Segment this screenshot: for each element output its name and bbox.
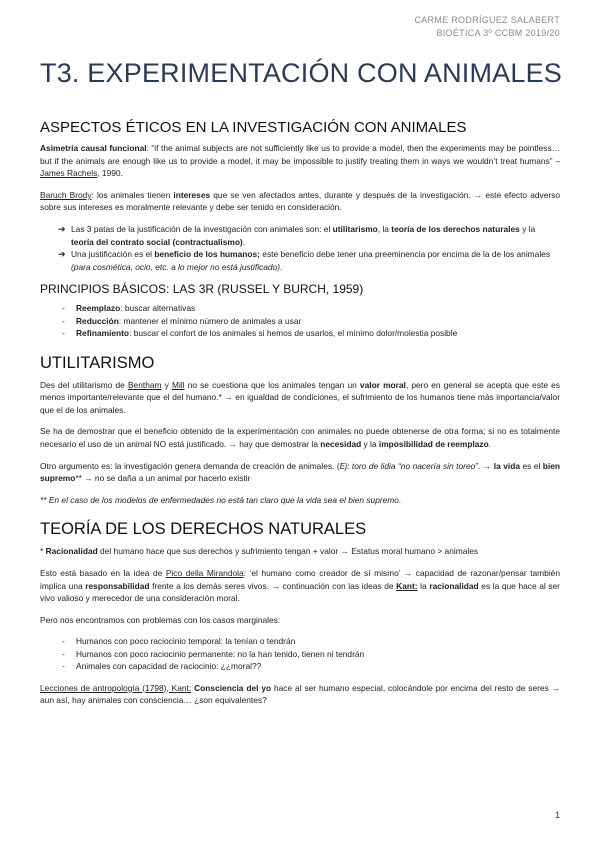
header-course: BIOÉTICA 3º CCBM 2019/20 (436, 28, 560, 38)
paragraph-pico-kant: Esto está basado en la idea de Pico della Mirandola: ‘el humano como creador de sí mismo’ → capacidad de razonar/pensar también implica una responsabilidad frente a los demás seres vivos. → continuación con las ideas de Kant: la racionalidad es la que hace al ser vivo valioso y merecedor de una consideración moral. (40, 567, 560, 604)
page-number: 1 (554, 810, 560, 820)
list-item: ➔ Las 3 patas de la justificación de la investigación con animales son: el utilitarismo, la teoría de los derechos naturales y la teoría del contrato social (contractualismo). (58, 223, 536, 247)
dash-list-3r (40, 302, 560, 339)
paragraph-necessity: Se ha de demostrar que el beneficio obtenido de la experimentación con animales no puede obtenerse de otra forma; si no es totalmente necesario el uso de un animal NO está justificado. → hay que demostrar la necesidad y la imposibilidad de reemplazo. (40, 426, 560, 449)
footnote-supreme-good: ** En el caso de los modelos de enfermedades no está tan claro que la vida sea el bien supremo. (40, 494, 402, 505)
paragraph-demand-argument: Otro argumento es: la investigación genera demanda de creación de animales. (Ej: toro de lidia “no nacería sin toreo”. → la vida es el bien supremo** → no se daña a un animal por hacerlo existir (40, 460, 561, 484)
document-body (40, 116, 560, 707)
list-item: - Refinamiento: buscar el confort de los animales si hemos de usarlos, el mínimo dolor/molestia posible (62, 328, 458, 339)
section-heading-natural-rights: TEORÍA DE LOS DERECHOS NATURALES (40, 520, 367, 539)
dash-list-marginal-cases (40, 635, 560, 672)
list-item: - Reducción: mantener el mínimo número de animales a usar (62, 315, 302, 326)
arrow-list-justification (40, 223, 560, 273)
paragraph-kant-anthropology: Lecciones de antropología (1798), Kant: Consciencia del yo hace al ser humano especial, colocándole por encima del resto de seres → aun así, hay animales con consciencia… ¿son equivalentes? (40, 682, 561, 706)
paragraph-causal-asymmetry: Asimetría causal funcional: “if the animal subjects are not sufficiently like us to provide a model, then the experiments may be pointless… but if the animals are enough like us to provide a model, it may be impossible to justify treating them in ways we wouldn’t treat humans” – James Rachels, 1990. (40, 143, 561, 179)
document-title: T3. EXPERIMENTACIÓN CON ANIMALES (40, 58, 562, 88)
paragraph-rationality: * Racionalidad del humano hace que sus derechos y sufrimiento tengan + valor → Estatus moral humano > animales (40, 546, 479, 557)
paragraph-brody: Baruch Brody: los animales tienen intereses que se ven afectados antes, durante y después de la investigación. → este efecto adverso sobre sus intereses es moralmente relevante y debe ser tenido en consideración. (40, 189, 560, 213)
author-rachels: James Rachels (40, 168, 98, 179)
arrow-bullet-icon: ➔ (58, 249, 66, 260)
arrow-bullet-icon: ➔ (58, 223, 66, 234)
paragraph-marginal-cases: Pero nos encontramos con problemas con los casos marginales: (40, 614, 281, 625)
list-item: - Reemplazo: buscar alternativas (62, 303, 196, 314)
list-item: - Humanos con poco raciocinio permanente: no la han tenido, tienen ni tendrán (62, 648, 365, 659)
paragraph-bentham-mill: Des del utilitarismo de Bentham y Mill no se cuestiona que los animales tengan un valor moral, pero en general se acepta que este es menos importante/relevante que el del humano.* → en igualdad de condiciones, el sufrimiento de los humanos tiene más importancia/valor que el de los animales. (40, 379, 560, 415)
header-author: CARME RODRÍGUEZ SALABERT (414, 15, 560, 25)
term-causal-asymmetry: Asimetría causal funcional (40, 143, 147, 153)
section-heading-ethics: ASPECTOS ÉTICOS EN LA INVESTIGACIÓN CON ANIMALES (40, 119, 467, 136)
section-heading-utilitarianism: UTILITARISMO (40, 353, 155, 372)
subheading-3r-principles: PRINCIPIOS BÁSICOS: LAS 3R (RUSSEL Y BURCH, 1959) (40, 282, 364, 297)
page-header (414, 14, 560, 40)
list-item: - Humanos con poco raciocinio temporal: la tenían o tendrán (62, 636, 296, 647)
list-item: ➔ Una justificación es el beneficio de los humanos; este beneficio debe tener una preeminencia por encima de la de los animales (para cosmética, ocio, etc. a lo mejor no está justificado). (58, 249, 551, 272)
author-brody: Baruch Brody (40, 189, 92, 200)
list-item: - Animales con capacidad de raciocinio: ¿¿moral?? (62, 661, 262, 672)
